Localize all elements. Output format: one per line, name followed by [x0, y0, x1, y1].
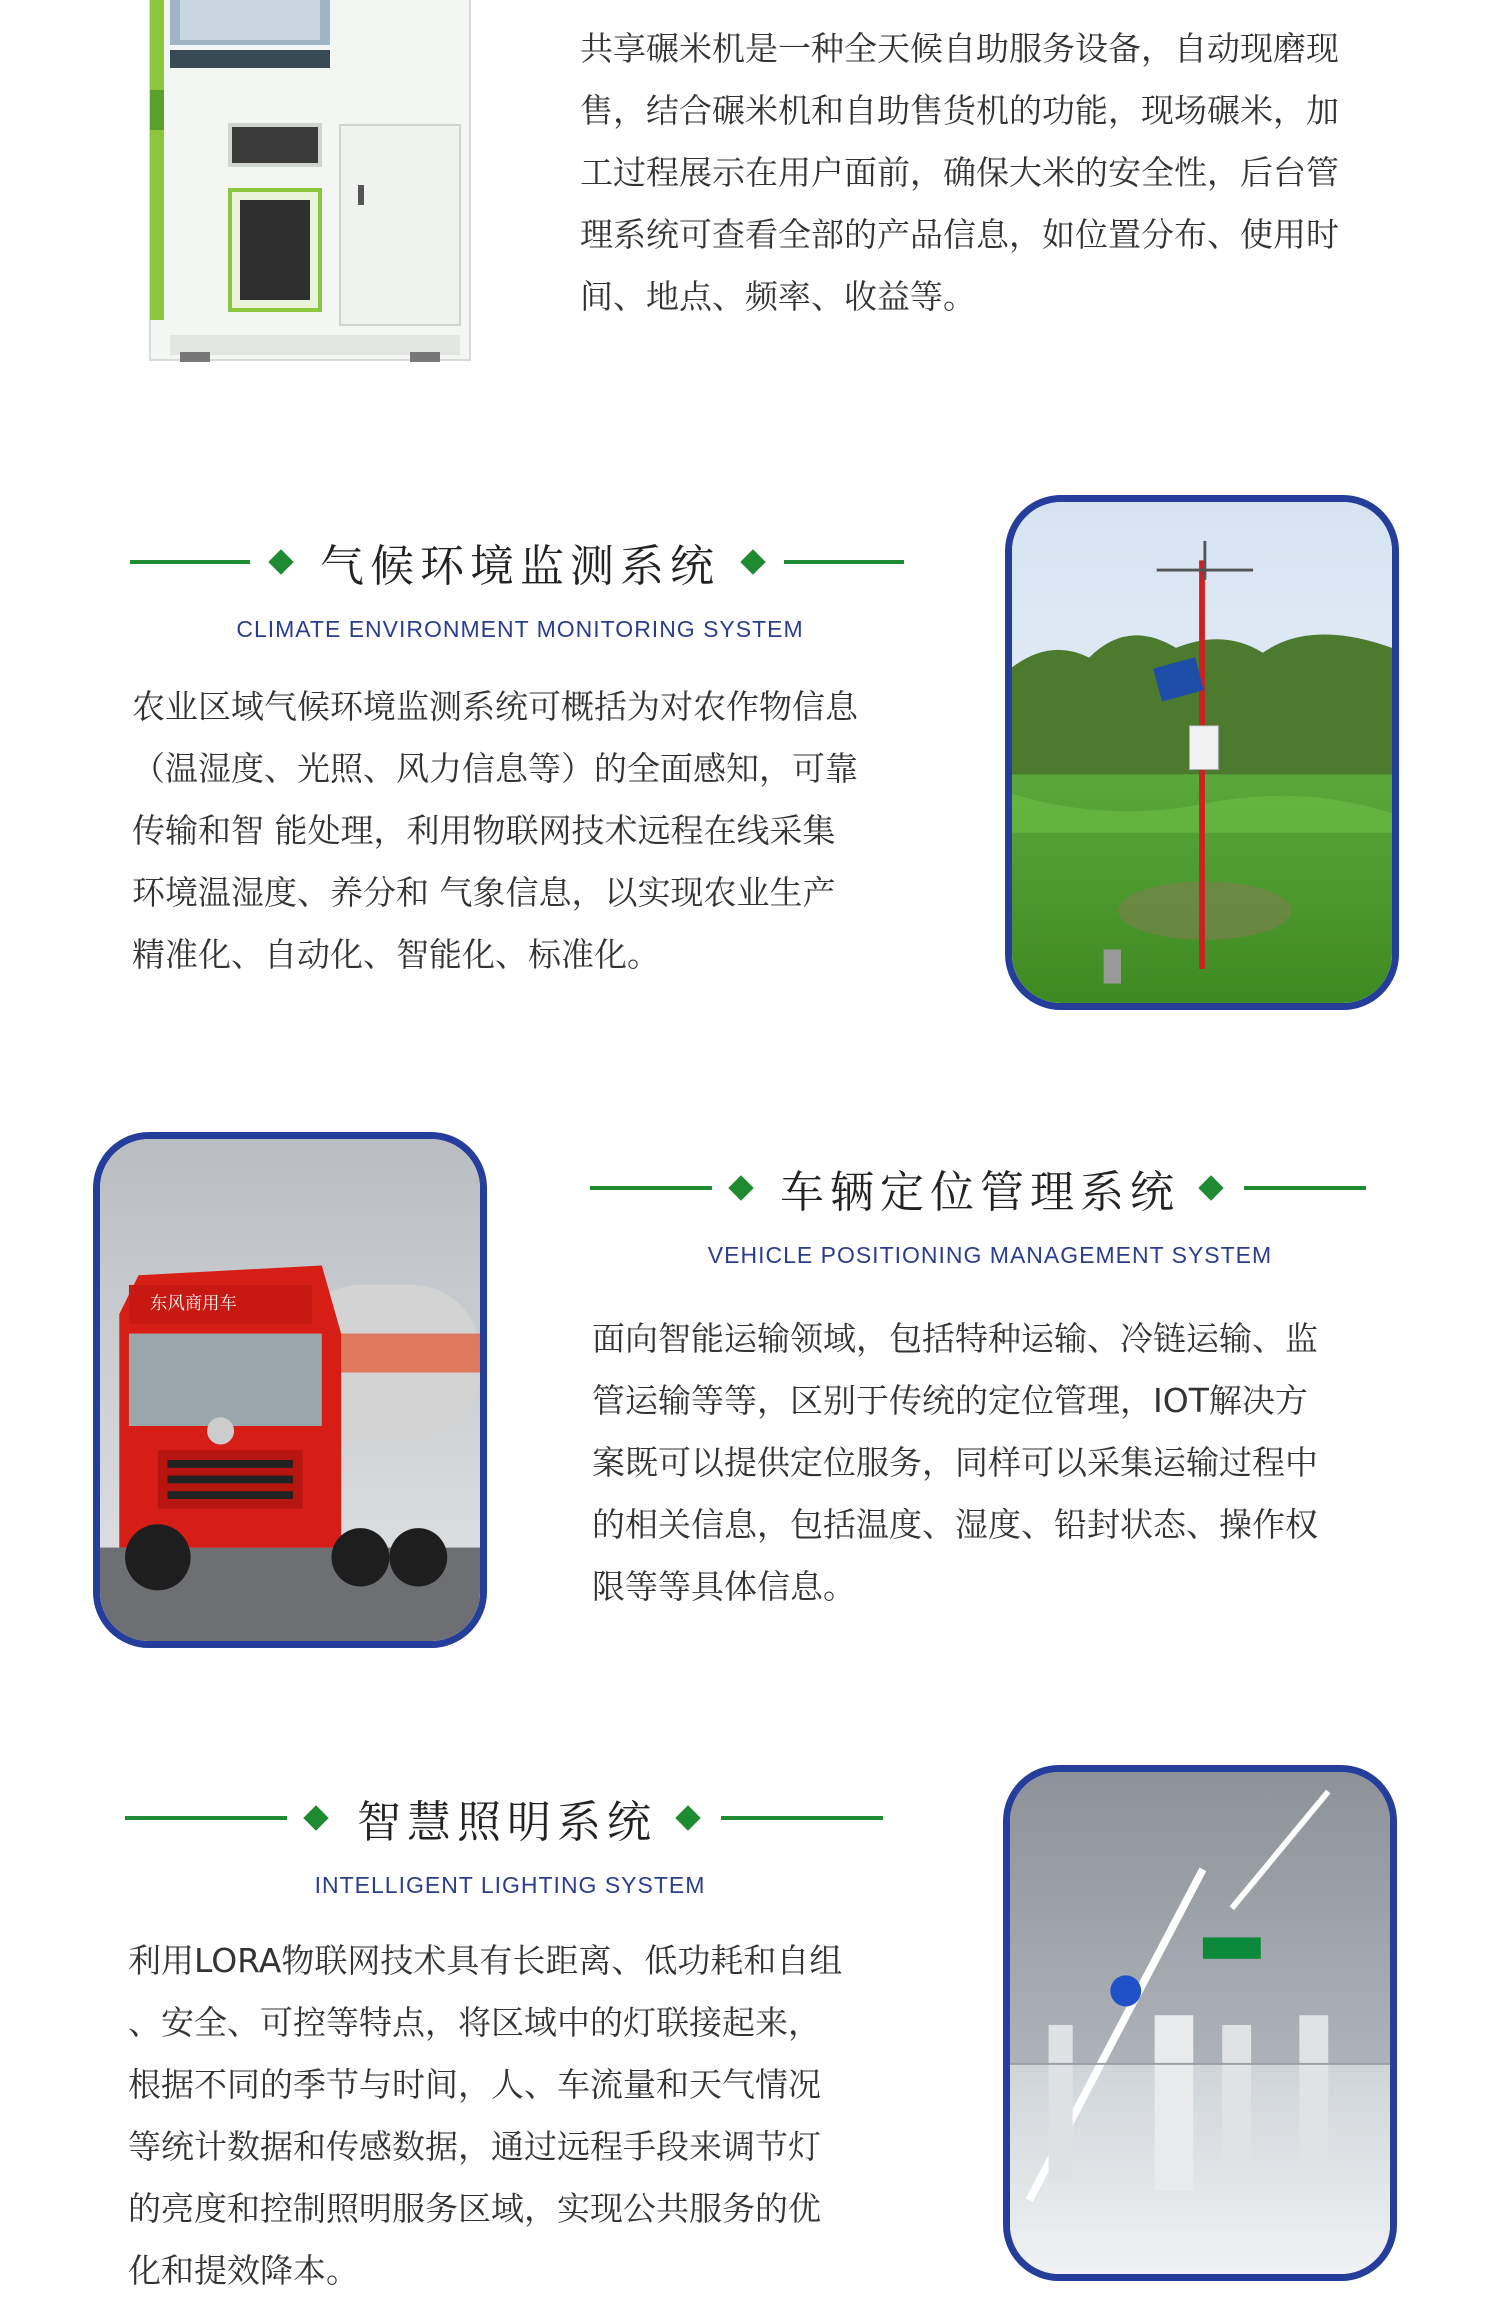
text-line: 管运输等等，区别于传统的定位管理，IOT解决方 — [592, 1381, 1308, 1420]
text-line: 化和提效降本。 — [128, 2251, 359, 2290]
divider-line — [721, 1816, 883, 1820]
diamond-icon — [675, 1805, 700, 1830]
text-line: 理系统可查看全部的产品信息，如位置分布、使用时 — [580, 215, 1339, 254]
diamond-icon — [1198, 1175, 1223, 1200]
text-line: 传输和智 能处理，利用物联网技术远程在线采集 — [132, 811, 836, 850]
vehicle-heading — [590, 1156, 1390, 1220]
text-line: 利用LORA物联网技术具有长距离、低功耗和自组 — [128, 1941, 843, 1980]
section-title: 气候环境监测系统 — [320, 541, 720, 592]
text-line: 限等等具体信息。 — [592, 1567, 856, 1606]
truck-photo — [93, 1132, 487, 1648]
divider-line — [130, 560, 250, 564]
text-line: 根据不同的季节与时间，人、车流量和天气情况 — [128, 2065, 821, 2104]
divider-line — [784, 560, 904, 564]
lighting-description — [128, 1930, 928, 2302]
diamond-icon — [728, 1175, 753, 1200]
text-line: 、安全、可控等特点，将区域中的灯联接起来， — [128, 2003, 821, 2042]
text-line: 案既可以提供定位服务，同样可以采集运输过程中 — [592, 1443, 1318, 1482]
diamond-icon — [740, 549, 765, 574]
text-line: （温湿度、光照、风力信息等）的全面感知，可靠 — [132, 749, 858, 788]
lighting-section — [0, 1760, 1500, 2322]
rice-machine-section — [0, 0, 1500, 400]
text-line: 精准化、自动化、智能化、标准化。 — [132, 935, 660, 974]
text-line: 的相关信息，包括温度、湿度、铅封状态、操作权 — [592, 1505, 1318, 1544]
section-subtitle: CLIMATE ENVIRONMENT MONITORING SYSTEM — [236, 616, 804, 642]
section-subtitle: INTELLIGENT LIGHTING SYSTEM — [314, 1872, 706, 1898]
divider-line — [125, 1816, 287, 1820]
section-subtitle: VEHICLE POSITIONING MANAGEMENT SYSTEM — [707, 1242, 1273, 1268]
text-line: 售，结合碾米机和自助售货机的功能，现场碾米，加 — [580, 91, 1339, 130]
text-line: 的亮度和控制照明服务区域，实现公共服务的优 — [128, 2189, 821, 2228]
section-title: 智慧照明系统 — [357, 1797, 657, 1848]
text-line: 环境温湿度、养分和 气象信息，以实现农业生产 — [132, 873, 836, 912]
parking-garage-photo — [1003, 1765, 1397, 2281]
divider-line — [1244, 1186, 1366, 1190]
vehicle-section — [0, 1130, 1500, 1670]
diamond-icon — [268, 549, 293, 574]
vehicle-description — [592, 1308, 1422, 1618]
lighting-heading — [125, 1786, 895, 1850]
text-line: 面向智能运输领域，包括特种运输、冷链运输、监 — [592, 1319, 1318, 1358]
truck-cab-text: 东风商用车 — [150, 1294, 237, 1315]
text-line: 农业区域气候环境监测系统可概括为对农作物信息 — [132, 687, 858, 726]
climate-description — [132, 676, 932, 986]
text-line: 共享碾米机是一种全天候自助服务设备，自动现磨现 — [580, 29, 1339, 68]
text-line: 间、地点、频率、收益等。 — [580, 277, 976, 316]
diamond-icon — [303, 1805, 328, 1830]
divider-line — [590, 1186, 712, 1190]
text-line: 等统计数据和传感数据，通过远程手段来调节灯 — [128, 2127, 821, 2166]
climate-section — [0, 490, 1500, 1030]
text-line: 工过程展示在用户面前，确保大米的安全性，后台管 — [580, 153, 1339, 192]
climate-heading — [130, 530, 910, 594]
rice-machine-image — [140, 0, 480, 370]
rice-machine-description — [580, 18, 1440, 328]
section-title: 车辆定位管理系统 — [780, 1167, 1180, 1218]
weather-station-photo — [1005, 495, 1399, 1010]
